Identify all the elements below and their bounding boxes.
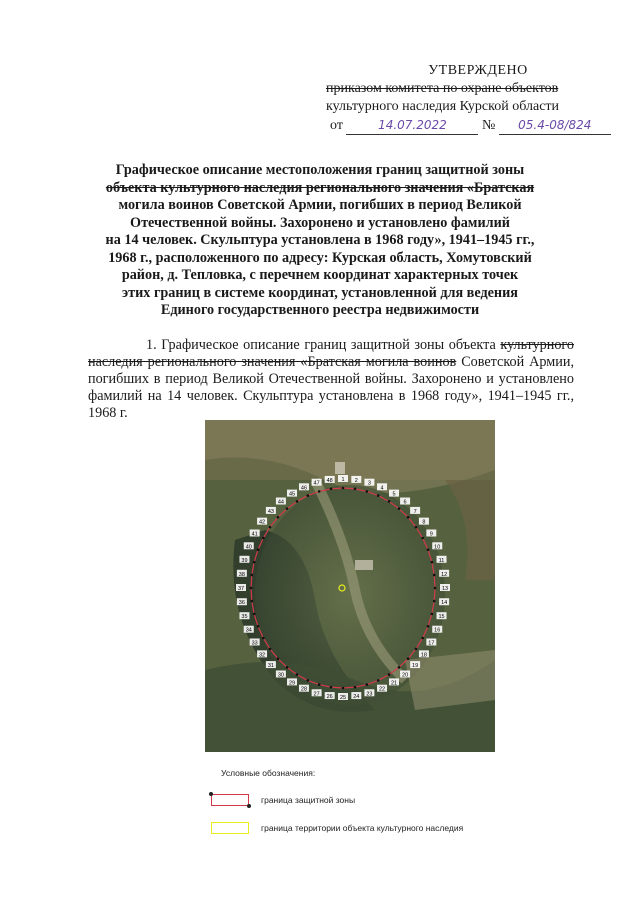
point-label: 35 [241, 614, 248, 621]
boundary-point [250, 574, 253, 577]
point-label: 48 [326, 477, 333, 484]
boundary-point [330, 488, 333, 491]
boundary-point [431, 613, 434, 616]
boundary-point [306, 679, 309, 682]
heritage-boundary-swatch [211, 822, 249, 834]
title-line: могила воинов Советской Армии, погибших в период Великой [118, 197, 522, 213]
section-paragraph [88, 337, 574, 422]
point-label: 46 [300, 485, 308, 492]
boundary-point [354, 686, 357, 689]
boundary-point [250, 587, 253, 590]
boundary-point [415, 648, 418, 651]
title-line: Единого государственного реестра недвижимости [160, 302, 480, 318]
document-title [80, 162, 560, 320]
legend-label: граница защитной зоны [261, 795, 356, 805]
title-line: Графическое описание местоположения границ защитной зоны [115, 162, 525, 178]
approval-date: 14.07.2022 [346, 116, 478, 135]
boundary-point [262, 537, 265, 540]
boundary-point [388, 500, 391, 503]
boundary-point [388, 673, 391, 676]
point-label: 4 [380, 485, 384, 492]
boundary-point [407, 657, 410, 660]
point-label: 40 [245, 544, 252, 551]
point-label: 45 [288, 491, 296, 498]
point-label: 41 [251, 531, 258, 538]
title-line: район, д. Тепловка, с перечнем координат характерных точек [121, 267, 519, 283]
point-label: 25 [339, 695, 347, 701]
number-prefix: № [481, 118, 496, 133]
boundary-point [421, 537, 424, 540]
boundary-point [415, 526, 418, 529]
point-label: 34 [245, 627, 252, 634]
boundary-point [296, 673, 299, 676]
title-line: этих границ в системе координат, установленной для ведения [122, 284, 518, 301]
approval-heading: УТВЕРЖДЕНО [428, 63, 528, 78]
point-label: 19 [412, 663, 419, 670]
boundary-point [330, 686, 333, 689]
boundary-point [262, 637, 265, 640]
point-label: 37 [237, 586, 245, 592]
point-label: 13 [441, 586, 449, 592]
boundary-point [277, 657, 280, 660]
from-prefix: от [330, 118, 343, 133]
point-label: 14 [441, 600, 448, 607]
boundary-point [433, 600, 436, 603]
boundary-point [286, 507, 289, 510]
legend-item-zone [205, 792, 535, 808]
boundary-point [253, 613, 256, 616]
boundary-point [433, 574, 436, 577]
boundary-point [377, 679, 380, 682]
point-label: 33 [251, 640, 258, 647]
boundary-point [253, 561, 256, 564]
point-label: 2 [354, 477, 358, 484]
point-label: 6 [403, 499, 407, 506]
boundary-point [427, 625, 430, 628]
point-label: 38 [238, 571, 245, 578]
boundary-point [257, 548, 260, 551]
approval-date-number [318, 116, 618, 135]
boundary-point [398, 507, 401, 510]
point-label: 16 [434, 627, 441, 634]
boundary-point [398, 666, 401, 669]
boundary-point [257, 625, 260, 628]
title-line: Отечественной войны. Захоронено и установлено фамилий [130, 214, 510, 231]
point-label: 39 [241, 557, 248, 564]
boundary-point [277, 516, 280, 519]
paragraph-text-strike: культурного наследия регионального значения «Братская могила воинов [88, 337, 574, 370]
boundary-point [342, 687, 345, 690]
legend-label: граница территории объекта культурного наследия [261, 823, 464, 833]
point-label: 9 [429, 531, 433, 538]
legend-title: Условные обозначения: [221, 768, 316, 778]
point-label: 22 [378, 686, 386, 693]
legend-item-heritage [205, 820, 535, 836]
boundary-point [250, 600, 253, 603]
point-label: 8 [422, 519, 426, 526]
point-label: 47 [313, 480, 320, 487]
boundary-point [269, 648, 272, 651]
point-label: 36 [238, 600, 245, 607]
boundary-point [377, 494, 380, 497]
point-label: 31 [267, 663, 274, 670]
boundary-point [306, 494, 309, 497]
boundary-point [342, 487, 345, 490]
boundary-point [407, 516, 410, 519]
point-label: 12 [441, 571, 448, 578]
zone-boundary-swatch [211, 794, 249, 806]
point-label: 11 [438, 557, 445, 564]
map-image [205, 420, 495, 752]
point-label: 28 [300, 686, 308, 693]
paragraph-text: 1. Графическое описание границ защитной зоны объекта [146, 337, 496, 353]
point-label: 24 [353, 694, 360, 701]
approval-committee-line: культурного наследия Курской области [326, 99, 560, 114]
point-label: 10 [434, 544, 441, 551]
paragraph-text: Советской Армии, погибших в период Великой Отечественной войны. Захоронено и установлено фамилий на 14 человек. Скульптура установлена в 1968 году», 1941–1945 гг., 1968 г. [88, 354, 574, 421]
point-label: 30 [277, 672, 284, 679]
point-label: 5 [392, 491, 396, 498]
boundary-point [427, 548, 430, 551]
boundary-point [431, 561, 434, 564]
point-label: 15 [438, 614, 445, 621]
point-label: 3 [367, 480, 371, 487]
boundary-point [354, 488, 357, 491]
boundary-point [286, 666, 289, 669]
title-line: 1968 г., расположенного по адресу: Курская область, Хомутовский [108, 249, 532, 266]
boundary-point [318, 683, 321, 686]
point-label: 18 [420, 652, 427, 659]
point-label: 43 [267, 508, 274, 515]
boundary-point [421, 637, 424, 640]
approval-number: 05.4-08/824 [499, 116, 611, 135]
point-label: 17 [428, 640, 435, 647]
point-label: 44 [277, 499, 284, 506]
boundary-point [318, 490, 321, 493]
title-line: объекта культурного наследия регионального значения «Братская [105, 179, 535, 196]
boundary-point [269, 526, 272, 529]
boundary-point [366, 490, 369, 493]
point-label: 27 [313, 691, 320, 698]
boundary-point [434, 587, 437, 590]
boundary-point [366, 683, 369, 686]
title-line: на 14 человек. Скульптура установлена в 1968 году», 1941–1945 гг., [105, 232, 535, 248]
boundary-point [296, 500, 299, 503]
point-label: 29 [288, 680, 296, 687]
point-label: 21 [390, 680, 398, 687]
point-label: 42 [259, 519, 266, 526]
satellite-map [205, 420, 495, 752]
point-label: 32 [259, 652, 266, 659]
point-label: 1 [341, 477, 345, 483]
point-label: 20 [402, 672, 409, 679]
point-label: 7 [413, 508, 417, 515]
approval-order-line: приказом комитета по охране объектов [326, 81, 559, 96]
approval-stamp [318, 62, 618, 135]
point-label: 23 [366, 691, 373, 698]
point-label: 26 [326, 694, 333, 701]
